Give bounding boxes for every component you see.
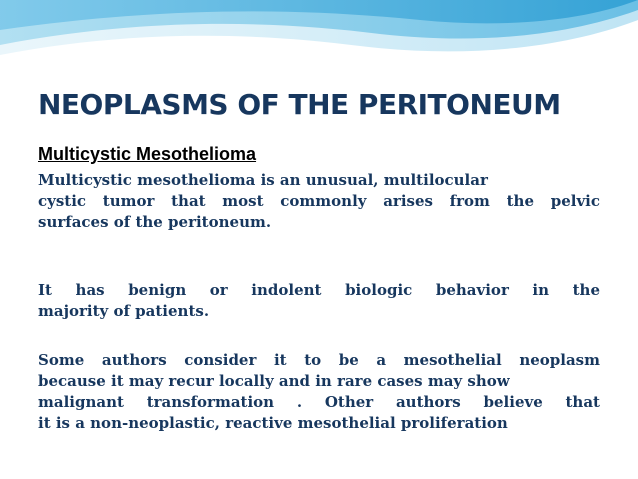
- slide-title: NEOPLASMS OF THE PERITONEUM: [38, 88, 561, 121]
- slide-subtitle: Multicystic Mesothelioma: [38, 144, 257, 164]
- paragraph-2: [38, 280, 600, 322]
- paragraph-line: surfaces of the peritoneum.: [38, 213, 272, 231]
- header-wave-decoration: [0, 0, 638, 80]
- paragraph-line: malignant transformation . Other authors believe that: [38, 393, 600, 411]
- paragraph-1: [38, 170, 600, 233]
- paragraph-line: because it may recur locally and in rare cases may show: [38, 372, 510, 390]
- paragraph-line: it is a non-neoplastic, reactive mesothelial proliferation: [38, 414, 508, 432]
- paragraph-line: cystic tumor that most commonly arises from the pelvic: [38, 192, 600, 210]
- paragraph-line: majority of patients.: [38, 302, 210, 320]
- paragraph-line: Some authors consider it to be a mesothelial neoplasm: [38, 351, 600, 369]
- paragraph-line: Multicystic mesothelioma is an unusual, multilocular: [38, 171, 488, 189]
- paragraph-3: [38, 350, 600, 434]
- paragraph-line: It has benign or indolent biologic behavior in the: [38, 281, 600, 299]
